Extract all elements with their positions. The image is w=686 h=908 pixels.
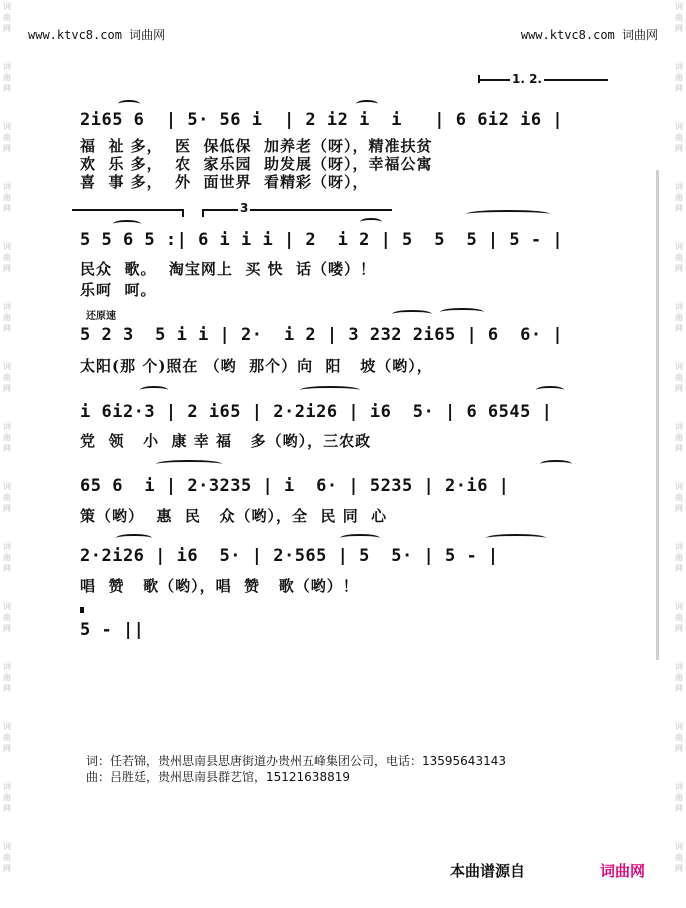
watermark-char: 网	[3, 864, 11, 873]
notation-row-2: 5 5 6 5 :| 6 i i i | 2 i 2 | 5 5 5 | 5 - |	[80, 230, 564, 250]
watermark-char: 词	[675, 722, 683, 731]
left-watermark-strip	[0, 0, 14, 908]
watermark-char: 曲	[675, 373, 683, 382]
second-ending-label: 3	[240, 201, 249, 215]
lyrics-line-2: 欢 乐 多， 农 家乐园 助发展（呀），幸福公寓	[80, 155, 433, 173]
watermark-char: 曲	[3, 673, 11, 682]
watermark-char: 网	[675, 264, 683, 273]
source-label: 本曲谱源自	[450, 862, 526, 880]
watermark-char: 曲	[3, 193, 11, 202]
watermark-char: 曲	[675, 253, 683, 262]
watermark-char: 词	[3, 602, 11, 611]
watermark-char: 词	[3, 842, 11, 851]
lyrics-line-7: 党 领 小 康 幸 福 多（哟），三农政	[80, 432, 372, 450]
lyrics-line-5: 乐呵 呵。	[80, 281, 157, 299]
watermark-char: 网	[3, 84, 11, 93]
watermark-char: 网	[675, 684, 683, 693]
composer-credit: 曲：吕胜廷，贵州思南县群艺馆，15121638819	[86, 770, 350, 784]
second-ending-bracket-tick	[202, 209, 204, 217]
lyricist-credit: 词：任若锦，贵州思南县思唐街道办贵州五峰集团公司，电话：13595643143	[86, 754, 506, 768]
watermark-char: 网	[3, 504, 11, 513]
watermark-char: 词	[3, 722, 11, 731]
watermark-char: 词	[675, 302, 683, 311]
second-ending-bracket	[202, 209, 392, 211]
watermark-char: 曲	[3, 73, 11, 82]
page-scroll-divider	[656, 170, 659, 660]
slur	[118, 100, 140, 108]
watermark-char: 网	[675, 564, 683, 573]
watermark-char: 词	[3, 2, 11, 11]
watermark-char: 网	[675, 324, 683, 333]
lyrics-line-1: 福 祉 多， 医 保低保 加养老（呀），精准扶贫	[80, 137, 433, 155]
watermark-char: 曲	[3, 613, 11, 622]
watermark-char: 曲	[3, 313, 11, 322]
watermark-char: 词	[675, 542, 683, 551]
watermark-char: 曲	[675, 13, 683, 22]
watermark-char: 曲	[675, 673, 683, 682]
site-brand-link[interactable]: 词曲网	[600, 862, 646, 880]
slur	[340, 534, 380, 542]
watermark-char: 词	[3, 482, 11, 491]
slur	[466, 210, 550, 218]
watermark-char: 网	[3, 684, 11, 693]
watermark-char: 网	[675, 384, 683, 393]
watermark-char: 网	[3, 804, 11, 813]
watermark-char: 曲	[3, 553, 11, 562]
watermark-char: 曲	[675, 613, 683, 622]
slur	[540, 460, 572, 468]
slur	[440, 308, 484, 316]
slur	[116, 534, 152, 542]
watermark-char: 词	[3, 242, 11, 251]
first-ending-bracket-tick	[182, 209, 184, 217]
slur	[356, 100, 378, 108]
watermark-char: 网	[675, 84, 683, 93]
watermark-char: 词	[675, 242, 683, 251]
watermark-char: 词	[675, 362, 683, 371]
watermark-char: 网	[3, 564, 11, 573]
watermark-char: 网	[675, 624, 683, 633]
watermark-char: 曲	[675, 133, 683, 142]
watermark-char: 词	[675, 182, 683, 191]
header-left-url[interactable]: www.ktvc8.com 词曲网	[28, 28, 166, 42]
notation-row-5: 65 6 i | 2·3235 | i 6· | 5235 | 2·i6 |	[80, 476, 510, 496]
slur	[536, 386, 564, 394]
watermark-char: 词	[3, 122, 11, 131]
ending-bracket-tick	[478, 75, 480, 83]
slur	[360, 218, 382, 226]
watermark-char: 曲	[3, 793, 11, 802]
watermark-char: 网	[3, 444, 11, 453]
watermark-char: 词	[675, 2, 683, 11]
tempo-tag: 还原速	[86, 311, 116, 322]
watermark-char: 网	[3, 324, 11, 333]
watermark-char: 曲	[675, 553, 683, 562]
watermark-char: 曲	[675, 733, 683, 742]
watermark-char: 词	[3, 782, 11, 791]
watermark-char: 网	[675, 444, 683, 453]
header-right-url[interactable]: www.ktvc8.com 词曲网	[520, 28, 658, 42]
watermark-char: 词	[3, 542, 11, 551]
watermark-char: 曲	[675, 313, 683, 322]
notation-row-6: 2·2i26 | i6 5· | 2·565 | 5 5· | 5 - |	[80, 546, 499, 566]
lyrics-line-3: 喜 事 多， 外 面世界 看精彩（呀），	[80, 173, 369, 191]
watermark-char: 网	[675, 204, 683, 213]
watermark-char: 词	[675, 422, 683, 431]
watermark-char: 词	[3, 422, 11, 431]
watermark-char: 网	[675, 144, 683, 153]
watermark-char: 词	[675, 122, 683, 131]
first-ending-bracket	[72, 209, 184, 211]
watermark-char: 词	[675, 662, 683, 671]
watermark-char: 词	[3, 62, 11, 71]
watermark-char: 曲	[675, 493, 683, 502]
slur	[300, 386, 360, 394]
watermark-char: 曲	[675, 193, 683, 202]
lyrics-line-6: 太阳(那 个)照在 （哟 那个）向 阳 坡（哟），	[80, 357, 433, 375]
watermark-char: 曲	[3, 13, 11, 22]
slur	[140, 386, 168, 394]
slur	[486, 534, 546, 542]
notation-row-4: i 6i2·3 | 2 i65 | 2·2i26 | i6 5· | 6 6545 |	[80, 402, 553, 422]
watermark-char: 词	[3, 662, 11, 671]
watermark-char: 网	[675, 864, 683, 873]
slur	[113, 220, 141, 228]
watermark-char: 词	[3, 362, 11, 371]
slur	[392, 310, 432, 318]
watermark-char: 曲	[675, 433, 683, 442]
watermark-char: 词	[3, 302, 11, 311]
watermark-char: 网	[675, 744, 683, 753]
slur	[156, 460, 222, 468]
watermark-char: 词	[3, 182, 11, 191]
watermark-char: 网	[3, 24, 11, 33]
watermark-char: 词	[675, 602, 683, 611]
watermark-char: 曲	[675, 853, 683, 862]
watermark-char: 网	[3, 144, 11, 153]
watermark-char: 曲	[3, 133, 11, 142]
watermark-char: 网	[3, 204, 11, 213]
notation-row-7: 5 - ||	[80, 620, 145, 640]
watermark-char: 词	[675, 842, 683, 851]
watermark-char: 曲	[3, 253, 11, 262]
watermark-char: 曲	[675, 73, 683, 82]
right-watermark-strip	[672, 0, 686, 908]
watermark-char: 词	[675, 782, 683, 791]
watermark-char: 网	[3, 624, 11, 633]
watermark-char: 网	[675, 804, 683, 813]
watermark-char: 词	[675, 482, 683, 491]
watermark-char: 网	[3, 384, 11, 393]
watermark-char: 曲	[3, 433, 11, 442]
watermark-char: 曲	[3, 493, 11, 502]
notation-row-1: 2i65 6 | 5· 56 i | 2 i2 i i | 6 6i2 i6 |	[80, 110, 564, 130]
lyrics-line-4: 民众 歌。 淘宝网上 买 快 话（喽）！	[80, 260, 377, 278]
watermark-char: 曲	[3, 373, 11, 382]
watermark-char: 曲	[675, 793, 683, 802]
watermark-char: 曲	[3, 853, 11, 862]
lyrics-line-8: 策（哟） 惠 民 众（哟），全 民 同 心	[80, 507, 388, 525]
watermark-char: 网	[675, 504, 683, 513]
ending-label: 1. 2.	[512, 72, 542, 86]
watermark-char: 词	[675, 62, 683, 71]
watermark-char: 网	[3, 264, 11, 273]
watermark-char: 曲	[3, 733, 11, 742]
watermark-char: 网	[675, 24, 683, 33]
watermark-char: 网	[3, 744, 11, 753]
notation-row-3: 5 2 3 5 i i | 2· i 2 | 3 232 2i65 | 6 6· |	[80, 325, 564, 345]
final-repeat-dot	[80, 607, 84, 613]
lyrics-line-9: 唱 赞 歌（哟），唱 赞 歌（哟）！	[80, 577, 359, 595]
